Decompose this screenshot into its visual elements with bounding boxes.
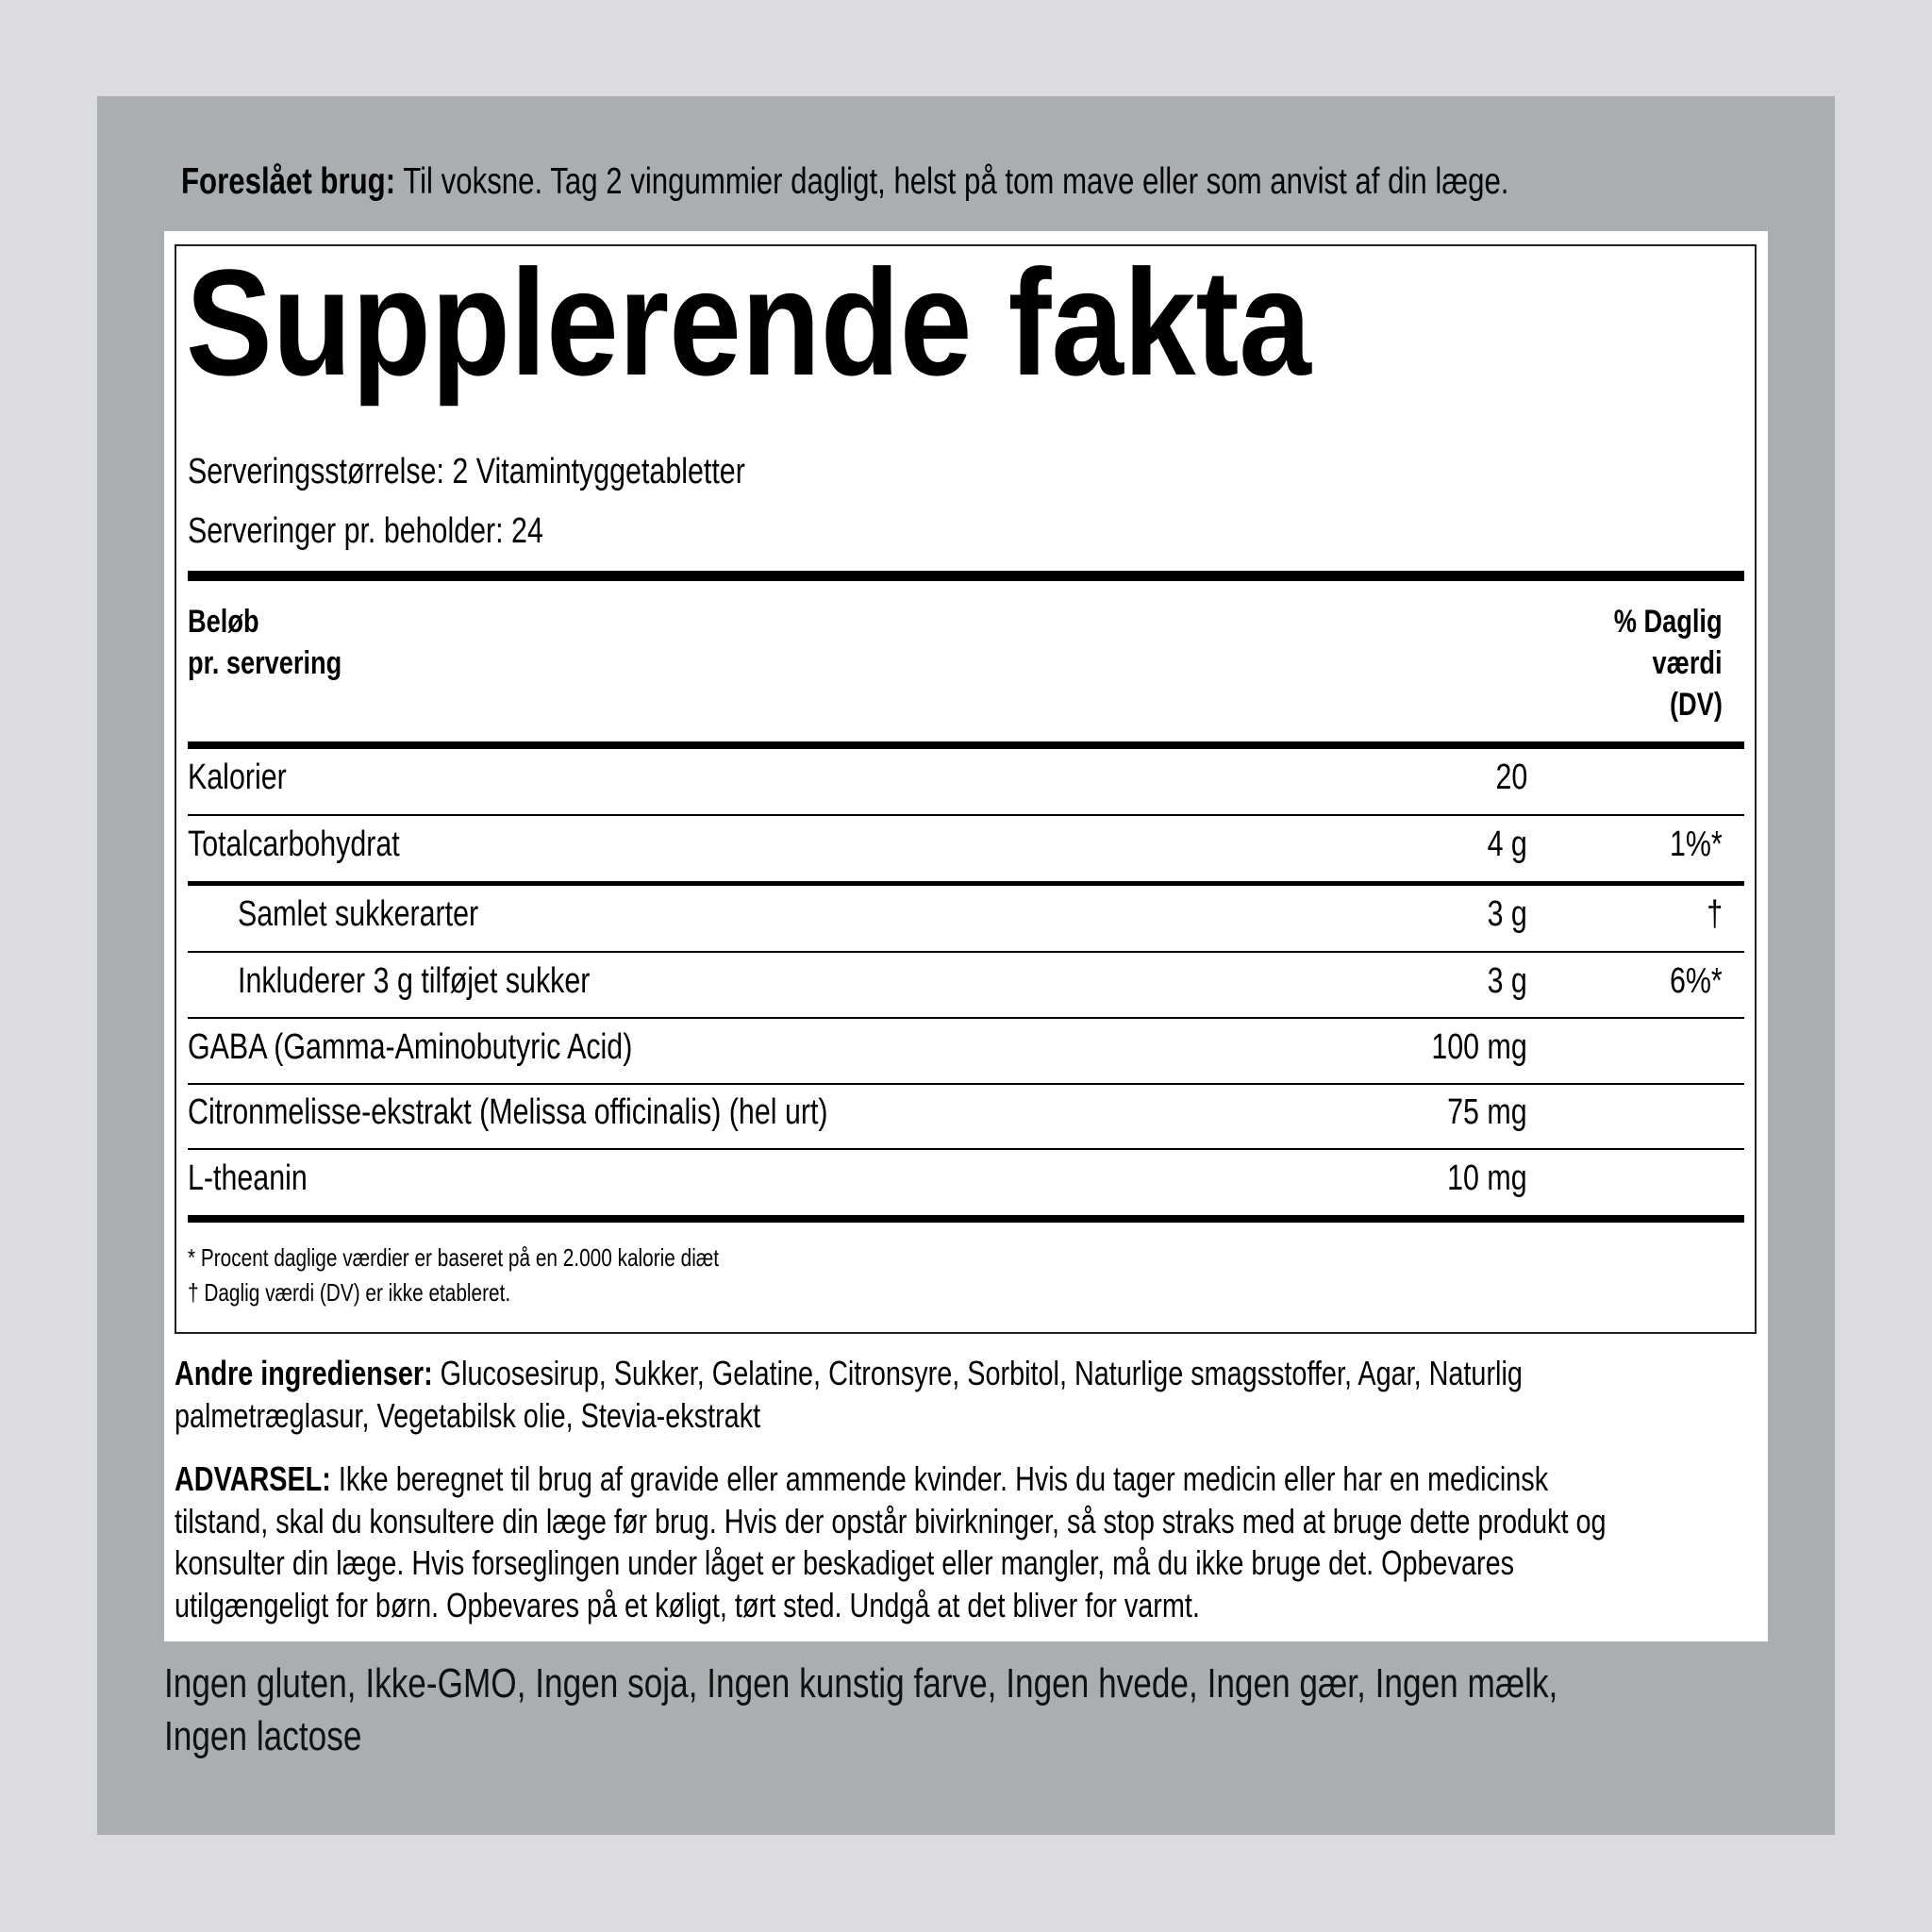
servings-per-container: Serveringer pr. beholder: 24 bbox=[188, 511, 543, 551]
row-divider bbox=[188, 881, 1744, 886]
serving-size: Serveringsstørrelse: 2 Vitamintyggetabletter bbox=[188, 452, 745, 491]
suggested-use-label: Foreslået brug: bbox=[181, 161, 396, 202]
row-divider bbox=[188, 1083, 1744, 1085]
footnote-dv: * Procent daglige værdier er baseret på en 2.000 kalorie diæt bbox=[188, 1243, 720, 1272]
warning-text: Ikke beregnet til brug af gravide eller ammende kvinder. Hvis du tager medicin eller har en medicinsk bbox=[330, 1459, 1549, 1498]
dv-header-2: værdi bbox=[1652, 645, 1723, 681]
warning-line4: utilgængeligt for børn. Opbevares på et køligt, tørt sted. Undgå at det bliver for varmt. bbox=[175, 1586, 1200, 1624]
nutrient-amount: 3 g bbox=[1487, 961, 1527, 1001]
other-ingredients-label: Andre ingredienser: bbox=[175, 1354, 433, 1392]
nutrient-amount: 10 mg bbox=[1447, 1158, 1527, 1198]
nutrient-name: Inkluderer 3 g tilføjet sukker bbox=[238, 961, 591, 1001]
warning-label: ADVARSEL: bbox=[175, 1459, 331, 1498]
nutrient-name: L-theanin bbox=[188, 1158, 308, 1198]
nutrient-dv: 6%* bbox=[1670, 961, 1723, 1001]
nutrient-amount: 75 mg bbox=[1447, 1092, 1527, 1132]
nutrient-name: Kalorier bbox=[188, 758, 287, 797]
warning bbox=[175, 1459, 1549, 1498]
free-from-line1: Ingen gluten, Ikke-GMO, Ingen soja, Ingen kunstig farve, Ingen hvede, Ingen gær, Ingen mælk, bbox=[164, 1660, 1558, 1707]
other-ingredients-text: Glucosesirup, Sukker, Gelatine, Citronsyre, Sorbitol, Naturlige smagsstoffer, Agar, Naturlig bbox=[432, 1354, 1523, 1392]
dv-header-3: (DV) bbox=[1670, 687, 1723, 723]
thick-divider bbox=[188, 1215, 1744, 1223]
amount-header-2: pr. servering bbox=[188, 645, 342, 681]
nutrient-amount: 100 mg bbox=[1431, 1027, 1527, 1067]
nutrient-name: GABA (Gamma-Aminobutyric Acid) bbox=[188, 1027, 633, 1067]
row-divider bbox=[188, 951, 1744, 953]
row-divider bbox=[188, 1017, 1744, 1019]
nutrient-name: Citronmelisse-ekstrakt (Melissa officinalis) (hel urt) bbox=[188, 1092, 828, 1132]
nutrient-dv: † bbox=[1707, 894, 1723, 934]
row-divider bbox=[188, 1148, 1744, 1150]
dv-header-1: % Daglig bbox=[1614, 604, 1723, 640]
free-from-line2: Ingen lactose bbox=[164, 1713, 362, 1759]
other-ingredients-line2: palmetræglasur, Vegetabilsk olie, Stevia-ekstrakt bbox=[175, 1396, 761, 1435]
suggested-use-text: Til voksne. Tag 2 vingummier dagligt, helst på tom mave eller som anvist af din læge. bbox=[395, 161, 1509, 202]
row-divider bbox=[188, 814, 1744, 816]
facts-title: Supplerende fakta bbox=[186, 238, 1311, 407]
nutrient-amount: 4 g bbox=[1487, 824, 1527, 864]
nutrient-amount: 3 g bbox=[1487, 894, 1527, 934]
thick-divider bbox=[188, 741, 1744, 749]
nutrient-name: Samlet sukkerarter bbox=[238, 894, 479, 934]
warning-line3: konsulter din læge. Hvis forseglingen under låget er beskadiget eller mangler, må du ikke bruge det. Opbevares bbox=[175, 1543, 1515, 1582]
thick-divider bbox=[188, 571, 1744, 581]
suggested-use bbox=[181, 163, 1508, 200]
other-ingredients bbox=[175, 1354, 1523, 1392]
footnote-dagger: † Daglig værdi (DV) er ikke etableret. bbox=[188, 1278, 511, 1307]
nutrient-amount: 20 bbox=[1495, 758, 1527, 797]
nutrient-name: Totalcarbohydrat bbox=[188, 824, 400, 864]
nutrient-dv: 1%* bbox=[1670, 824, 1723, 864]
amount-header-1: Beløb bbox=[188, 604, 259, 640]
warning-line2: tilstand, skal du konsultere din læge før brug. Hvis der opstår bivirkninger, så stop straks med at bruge dette produkt og bbox=[175, 1502, 1607, 1541]
